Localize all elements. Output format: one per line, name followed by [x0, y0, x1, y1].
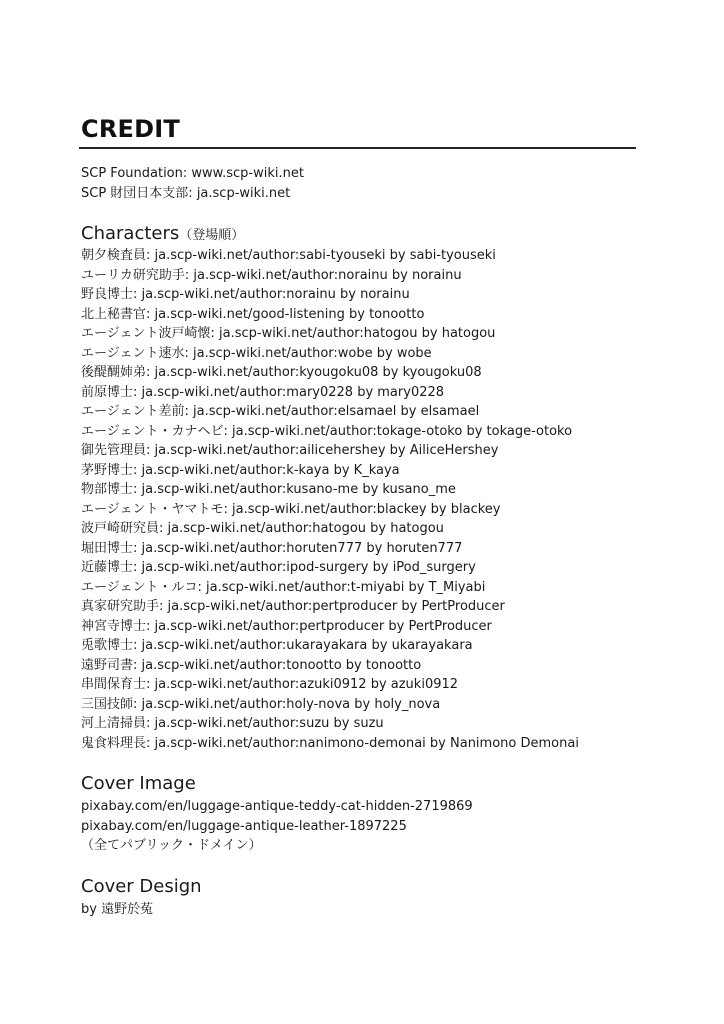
character-credit: エージェント差前: ja.scp-wiki.net/author:elsamael by elsamael [81, 404, 480, 419]
character-credit: 近藤博士: ja.scp-wiki.net/author:ipod-surgery by iPod_surgery [81, 560, 476, 575]
title-divider [79, 147, 636, 149]
character-credit: 朝夕検査員: ja.scp-wiki.net/author:sabi-tyouseki by sabi-tyouseki [81, 248, 496, 263]
intro-line-scp-jp: SCP 財団日本支部: ja.scp-wiki.net [81, 185, 291, 201]
characters-heading [81, 222, 244, 248]
character-credit: 串間保育士: ja.scp-wiki.net/author:azuki0912 by azuki0912 [81, 677, 459, 692]
intro-line-scp-foundation: SCP Foundation: www.scp-wiki.net [81, 166, 304, 181]
characters-list [81, 246, 579, 753]
character-credit: 真家研究助手: ja.scp-wiki.net/author:pertproducer by PertProducer [81, 599, 505, 614]
page-title: CREDIT [81, 115, 180, 143]
character-credit: エージェント波戸崎懐: ja.scp-wiki.net/author:hatogou by hatogou [81, 326, 496, 341]
characters-heading-text: Characters [81, 223, 180, 244]
cover-image-list [81, 797, 473, 856]
character-credit: ユーリカ研究助手: ja.scp-wiki.net/author:norainu by norainu [81, 267, 462, 283]
character-credit: エージェント・カナヘビ: ja.scp-wiki.net/author:tokage-otoko by tokage-otoko [81, 423, 573, 439]
character-credit: 三国技師: ja.scp-wiki.net/author:holy-nova by holy_nova [81, 696, 441, 712]
character-credit: 茅野博士: ja.scp-wiki.net/author:k-kaya by K_kaya [81, 462, 400, 478]
character-credit: 遠野司書: ja.scp-wiki.net/author:tonootto by tonootto [81, 657, 422, 673]
characters-heading-note: （登場順） [179, 228, 245, 243]
cover-image-license-note: （全てパブリック・ドメイン） [81, 838, 262, 853]
character-credit: 前原博士: ja.scp-wiki.net/author:mary0228 by mary0228 [81, 384, 445, 400]
character-credit: 物部博士: ja.scp-wiki.net/author:kusano-me by kusano_me [81, 482, 456, 497]
character-credit: 兎歌博士: ja.scp-wiki.net/author:ukarayakara by ukarayakara [81, 638, 473, 653]
intro-section [81, 164, 304, 203]
character-credit: 御先管理員: ja.scp-wiki.net/author:ailicehershey by AiliceHershey [81, 443, 499, 458]
character-credit: 野良博士: ja.scp-wiki.net/author:norainu by norainu [81, 287, 410, 302]
character-credit: 神宮寺博士: ja.scp-wiki.net/author:pertproducer by PertProducer [81, 618, 492, 634]
character-credit: 河上清掃員: ja.scp-wiki.net/author:suzu by suzu [81, 716, 384, 731]
character-credit: 堀田博士: ja.scp-wiki.net/author:horuten777 by horuten777 [81, 540, 463, 556]
cover-design-credit: by 遠野於菟 [81, 902, 154, 917]
character-credit: 波戸崎研究員: ja.scp-wiki.net/author:hatogou by hatogou [81, 521, 444, 536]
character-credit: エージェント速水: ja.scp-wiki.net/author:wobe by wobe [81, 345, 432, 361]
character-credit: エージェント・ルコ: ja.scp-wiki.net/author:t-miyabi by T_Miyabi [81, 579, 486, 595]
character-credit: エージェント・ヤマトモ: ja.scp-wiki.net/author:blackey by blackey [81, 501, 501, 517]
cover-image-heading: Cover Image [81, 773, 196, 794]
cover-image-source: pixabay.com/en/luggage-antique-leather-1897225 [81, 818, 407, 834]
character-credit: 鬼食料理長: ja.scp-wiki.net/author:nanimono-demonai by Nanimono Demonai [81, 735, 579, 751]
cover-design-heading: Cover Design [81, 876, 202, 897]
cover-image-source: pixabay.com/en/luggage-antique-teddy-cat-hidden-2719869 [81, 799, 473, 814]
character-credit: 北上秘書官: ja.scp-wiki.net/good-listening by tonootto [81, 306, 425, 322]
character-credit: 後醍醐姉弟: ja.scp-wiki.net/author:kyougoku08 by kyougoku08 [81, 365, 482, 380]
cover-design-section [81, 900, 153, 920]
